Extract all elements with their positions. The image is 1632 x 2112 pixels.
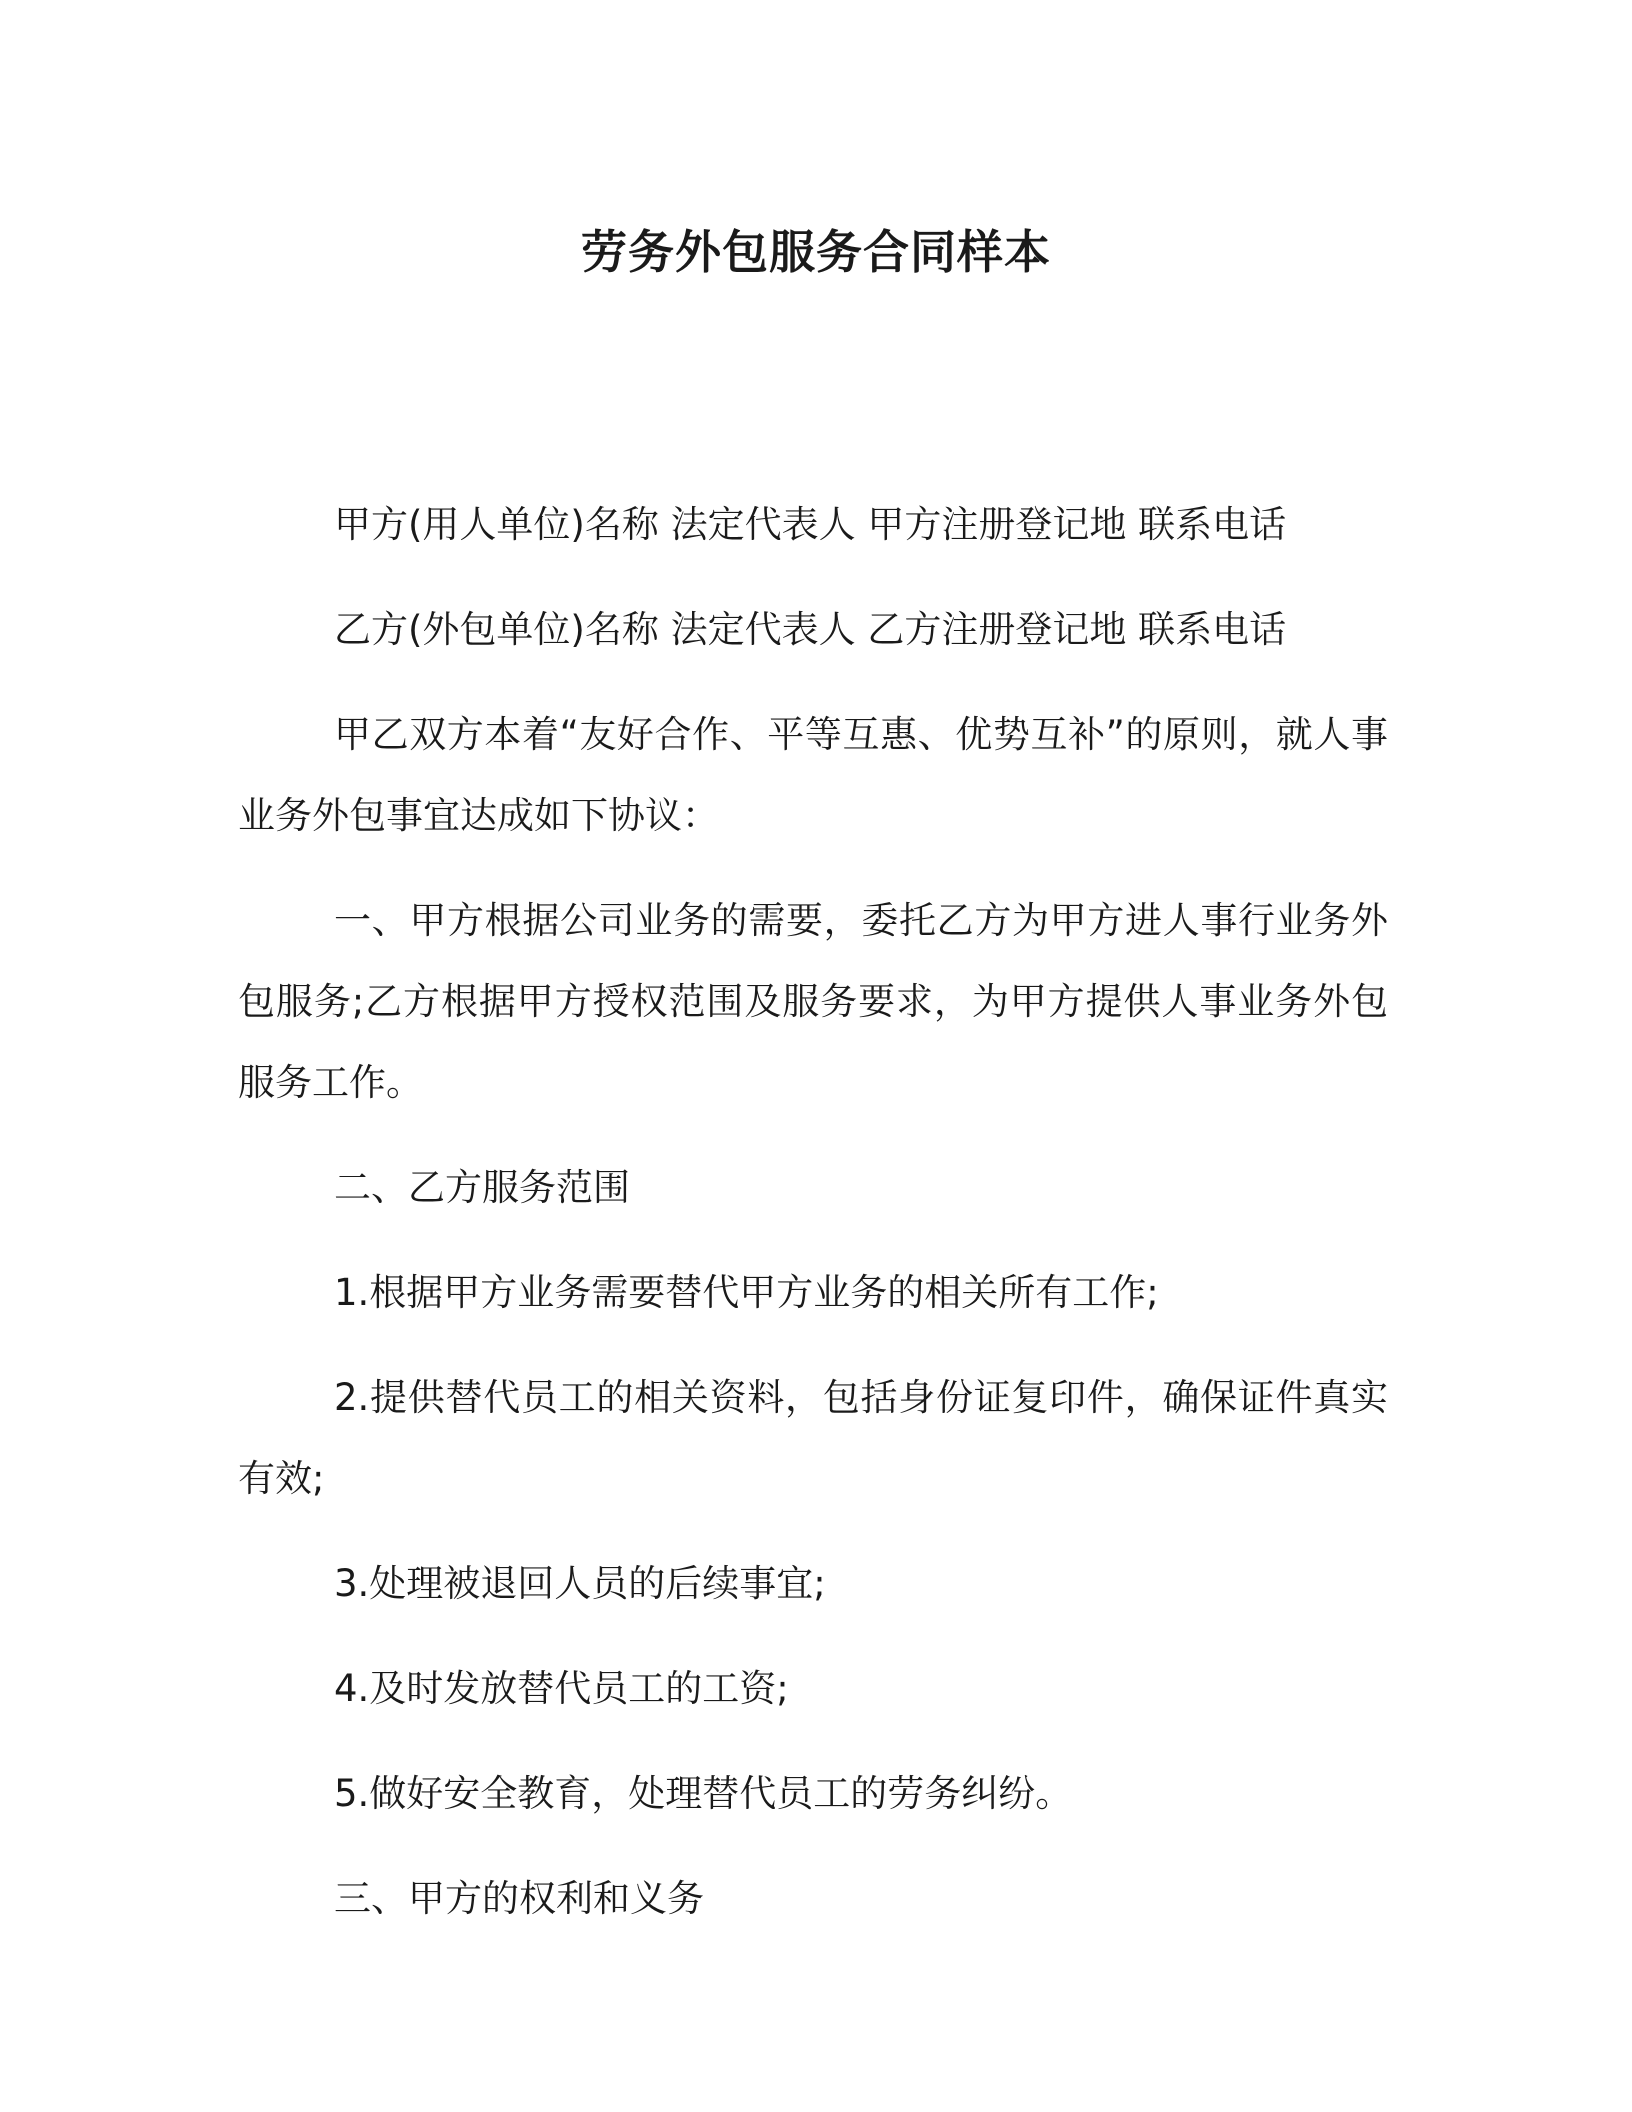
service-item-5: 5.做好安全教育，处理替代员工的劳务纠纷。	[334, 1772, 1073, 1815]
clause-two-heading: 二、乙方服务范围	[334, 1166, 630, 1209]
document-body	[238, 484, 1388, 1963]
party-a-line: 甲方(用人单位)名称 法定代表人 甲方注册登记地 联系电话	[334, 503, 1287, 546]
document-title: 劳务外包服务合同样本	[581, 225, 1051, 279]
service-item-3: 3.处理被退回人员的后续事宜;	[334, 1562, 826, 1605]
party-b-line: 乙方(外包单位)名称 法定代表人 乙方注册登记地 联系电话	[334, 608, 1287, 651]
clause-three-heading: 三、甲方的权利和义务	[334, 1877, 704, 1920]
service-item-1: 1.根据甲方业务需要替代甲方业务的相关所有工作;	[334, 1271, 1159, 1314]
service-item-2: 2.提供替代员工的相关资料，包括身份证复印件，确保证件真实有效;	[238, 1376, 1388, 1500]
service-item-4: 4.及时发放替代员工的工资;	[334, 1667, 789, 1710]
preamble-paragraph: 甲乙双方本着“友好合作、平等互惠、优势互补”的原则，就人事业务外包事宜达成如下协议：	[238, 713, 1388, 837]
clause-one-paragraph: 一、甲方根据公司业务的需要，委托乙方为甲方进人事行业务外包服务;乙方根据甲方授权范围及服务要求，为甲方提供人事业务外包服务工作。	[238, 899, 1388, 1104]
